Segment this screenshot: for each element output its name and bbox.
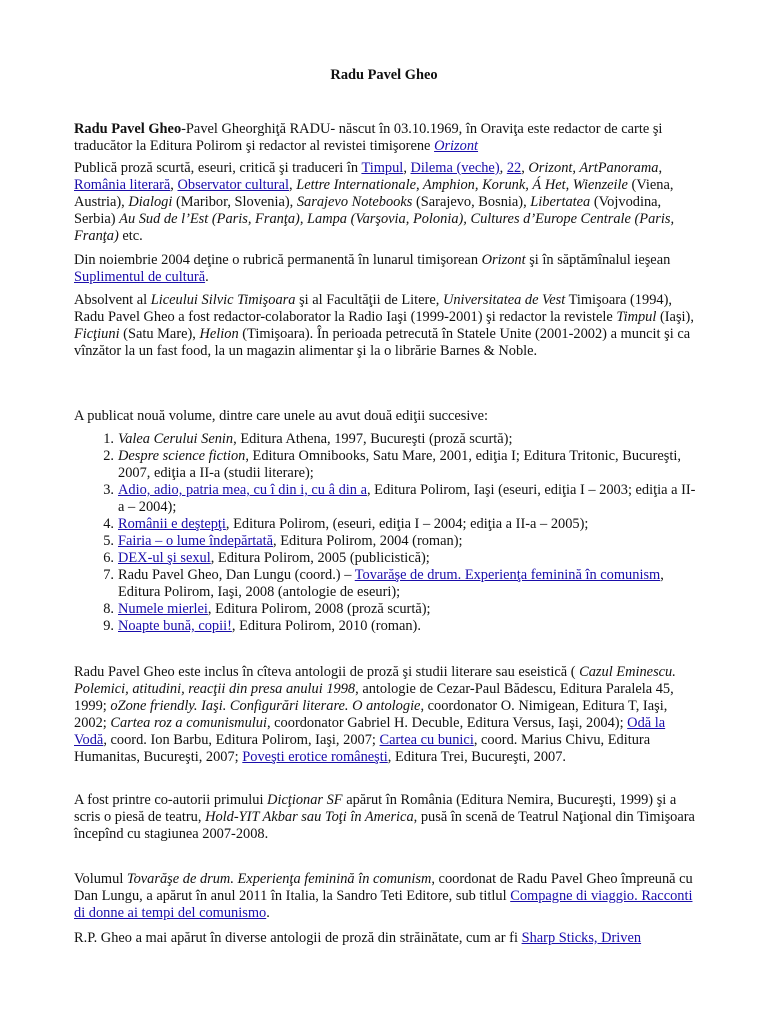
- intro-paragraph: Radu Pavel Gheo-Pavel Gheorghiţă RADU- născut în 03.10.1969, în Oraviţa este redactor de carte şi traducător la Editura Polirom şi redactor al revistei timişorene Orizont: [74, 121, 663, 154]
- link-sharp-sticks[interactable]: Sharp Sticks, Driven: [521, 930, 642, 946]
- dictionary-paragraph: A fost printre co-autorii primului Dicţionar SF apărut în România (Editura Nemira, Bucureşti, 1999) şi a scris o piesă de teatru, Hold-YIT Akbar sau Toţi în America, pusă în scenă de Teatrul Naţional din Timişoara începînd cu stagiunea 2007-2008.: [74, 792, 695, 842]
- link-povesti-erotice[interactable]: Poveşti erotice româneşti: [242, 749, 388, 765]
- link-work-adio[interactable]: Adio, adio, patria mea, cu î din i, cu â din a: [118, 482, 367, 498]
- link-observator-cultural[interactable]: Observator cultural: [177, 177, 289, 193]
- link-compagne-di-viaggio[interactable]: Compagne di viaggio. Racconti di donne ai tempi del comunismo: [74, 888, 693, 921]
- list-item: 6. DEX-ul şi sexul, Editura Polirom, 2005 (publicistică);: [103, 550, 430, 566]
- link-work-tovarase[interactable]: Tovarăşe de drum. Experienţa feminină în comunism: [354, 567, 661, 583]
- link-work-numele-mierlei[interactable]: Numele mierlei: [118, 601, 208, 617]
- list-item: 2. Despre science fiction, Editura Omnibooks, Satu Mare, 2001, ediţia I; Editura Tritonic, Bucureşti, 2007, ediţia a II-a (studii literare);: [103, 448, 682, 481]
- list-item: 5. Fairia – o lume îndepărtată, Editura Polirom, 2004 (roman);: [103, 533, 463, 549]
- link-cartea-cu-bunici[interactable]: Cartea cu bunici: [379, 732, 474, 748]
- author-name: Radu Pavel Gheo: [74, 121, 182, 137]
- education-paragraph: Absolvent al Liceului Silvic Timişoara şi al Facultăţii de Litere, Universitatea de Vest Timişoara (1994), Radu Pavel Gheo a fost redactor-colaborator la Radio Iaşi (1999-2001) şi redactor la revistele Timpul (Iaşi), Ficţiuni (Satu Mare), Helion (Timişoara). În perioada petrecută în Statele Unite (2001-2002) a muncit şi ca vînzător la un fast food, la un magazin alimentar şi la o librărie Barnes & Noble.: [74, 292, 694, 359]
- link-oda-la-voda[interactable]: Odă la Vodă: [74, 715, 666, 748]
- link-22[interactable]: 22: [506, 160, 522, 176]
- publications-paragraph: Publică proză scurtă, eseuri, critică şi traduceri în Timpul, Dilema (veche), 22, Orizont, ArtPanorama, România literară, Observator cultural, Lettre Internationale, Amphion, Korunk, Á Het, Wienzeile (Viena, Austria), Dialogi (Maribor, Slovenia), Sarajevo Notebooks (Sarajevo, Bosnia), Libertatea (Vojvodina, Serbia) Au Sud de l’Est (Paris, Franţa), Lampa (Varşovia, Polonia), Cultures d’Europe Centrale (Paris, Franţa) etc.: [74, 160, 675, 244]
- link-work-romanii[interactable]: Românii e deştepţi: [118, 516, 226, 532]
- link-suplimentul-de-cultura[interactable]: Suplimentul de cultură: [74, 269, 206, 285]
- list-item: 8. Numele mierlei, Editura Polirom, 2008 (proză scurtă);: [103, 601, 431, 617]
- list-item: 3. Adio, adio, patria mea, cu î din i, cu â din a, Editura Polirom, Iaşi (eseuri, ediţia I – 2003; ediţia a II-a – 2004);: [103, 482, 696, 515]
- link-work-dex[interactable]: DEX-ul şi sexul: [118, 550, 211, 566]
- list-item: 7. Radu Pavel Gheo, Dan Lungu (coord.) – Tovarăşe de drum. Experienţa feminină în comunism, Editura Polirom, Iaşi, 2008 (antologie de eseuri);: [103, 567, 664, 600]
- link-work-fairia[interactable]: Fairia – o lume îndepărtată: [118, 533, 274, 549]
- list-item: 1. Valea Cerului Senin, Editura Athena, 1997, Bucureşti (proză scurtă);: [103, 431, 513, 447]
- list-item: 4. Românii e deştepţi, Editura Polirom, (eseuri, ediţia I – 2004; ediţia a II-a – 2005);: [103, 516, 589, 532]
- translation-paragraph: Volumul Tovarăşe de drum. Experienţa feminină în comunism, coordonat de Radu Pavel Gheo împreună cu Dan Lungu, a apărut în anul 2011 în Italia, la Sandro Teti Editore, sub titlul Compagne di viaggio. Racconti di donne ai tempi del comunismo.: [74, 871, 693, 921]
- volumes-intro: A publicat nouă volume, dintre care unele au avut două ediţii succesive:: [74, 408, 488, 424]
- abroad-paragraph: R.P. Gheo a mai apărut în diverse antologii de proză din străinătate, cum ar fi Sharp Sticks, Driven: [74, 930, 642, 946]
- anthologies-paragraph: Radu Pavel Gheo este inclus în cîteva antologii de proză şi studii literare sau eseistică ( Cazul Eminescu. Polemici, atitudini, reacţii din presa anului 1998, antologie de Cezar-Paul Bădescu, Editura Paralela 45, 1999; oZone friendly. Iaşi. Configurări literare. O antologie, coordonator O. Nimigean, Editura T, Iaşi, 2002; Cartea roz a comunismului, coordonator Gabriel H. Decuble, Editura Versus, Iaşi, 2004); Odă la Vodă, coord. Ion Barbu, Editura Polirom, Iaşi, 2007; Cartea cu bunici, coord. Marius Chivu, Editura Humanitas, Bucureşti, 2007; Poveşti erotice româneşti, Editura Trei, Bucureşti, 2007.: [74, 664, 676, 765]
- column-paragraph: Din noiembrie 2004 deţine o rubrică permanentă în lunarul timişorean Orizont şi în săptămînalul ieşean Suplimentul de cultură.: [74, 252, 671, 285]
- link-orizont[interactable]: Orizont: [434, 138, 479, 154]
- list-item: 9. Noapte bună, copii!, Editura Polirom, 2010 (roman).: [103, 618, 421, 634]
- link-work-noapte-buna[interactable]: Noapte bună, copii!: [118, 618, 232, 634]
- link-timpul[interactable]: Timpul: [361, 160, 404, 176]
- page-title: Radu Pavel Gheo: [330, 67, 438, 83]
- link-romania-literara[interactable]: România literară: [74, 177, 171, 193]
- works-list: [74, 431, 700, 635]
- link-dilema[interactable]: Dilema (veche): [410, 160, 500, 176]
